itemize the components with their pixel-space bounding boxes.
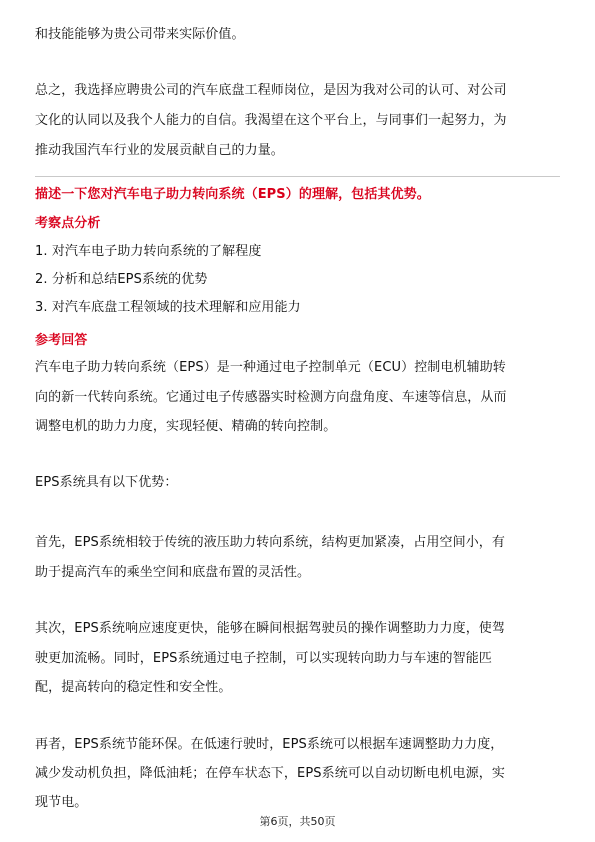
answer-para1-line-3: 调整电机的助力力度，实现轻便、精确的转向控制。 — [35, 419, 337, 434]
conclusion-line-3: 推动我国汽车行业的发展贡献自己的力量。 — [35, 143, 284, 158]
analysis-heading: 考察点分析 — [35, 216, 101, 231]
answer-para2: EPS系统具有以下优势： — [35, 475, 178, 490]
answer-para4-line-3: 配，提高转向的稳定性和安全性。 — [35, 680, 232, 695]
section-divider — [35, 176, 560, 177]
page-number: 第6页，共50页 — [259, 815, 336, 828]
analysis-item-3: 3. 对汽车底盘工程领域的技术理解和应用能力 — [35, 300, 301, 315]
answer-para5-line-2: 减少发动机负担，降低油耗；在停车状态下，EPS系统可以自动切断电机电源，实 — [35, 766, 506, 781]
answer-para3-line-2: 助于提高汽车的乘坐空间和底盘布置的灵活性。 — [35, 565, 311, 580]
answer-para1-line-1: 汽车电子助力转向系统（EPS）是一种通过电子控制单元（ECU）控制电机辅助转 — [35, 360, 506, 375]
answer-para4-line-2: 驶更加流畅。同时，EPS系统通过电子控制，可以实现转向助力与车速的智能匹 — [35, 651, 492, 666]
answer-para5-line-3: 现节电。 — [35, 795, 88, 810]
question-title: 描述一下您对汽车电子助力转向系统（EPS）的理解，包括其优势。 — [35, 187, 430, 202]
conclusion-line-1: 总之，我选择应聘贵公司的汽车底盘工程师岗位，是因为我对公司的认可、对公司 — [35, 83, 507, 98]
answer-para3-line-1: 首先，EPS系统相较于传统的液压助力转向系统，结构更加紧凑，占用空间小，有 — [35, 535, 506, 550]
conclusion-line-2: 文化的认同以及我个人能力的自信。我渴望在这个平台上，与同事们一起努力，为 — [35, 113, 507, 128]
analysis-item-1: 1. 对汽车电子助力转向系统的了解程度 — [35, 244, 262, 259]
answer-heading: 参考回答 — [35, 333, 88, 348]
answer-para5-line-1: 再者，EPS系统节能环保。在低速行驶时，EPS系统可以根据车速调整助力力度， — [35, 737, 504, 752]
intro-text: 和技能能够为贵公司带来实际价值。 — [35, 27, 245, 42]
answer-para4-line-1: 其次，EPS系统响应速度更快，能够在瞬间根据驾驶员的操作调整助力力度，使驾 — [35, 621, 506, 636]
answer-para1-line-2: 向的新一代转向系统。它通过电子传感器实时检测方向盘角度、车速等信息，从而 — [35, 390, 507, 405]
analysis-item-2: 2. 分析和总结EPS系统的优势 — [35, 272, 208, 287]
